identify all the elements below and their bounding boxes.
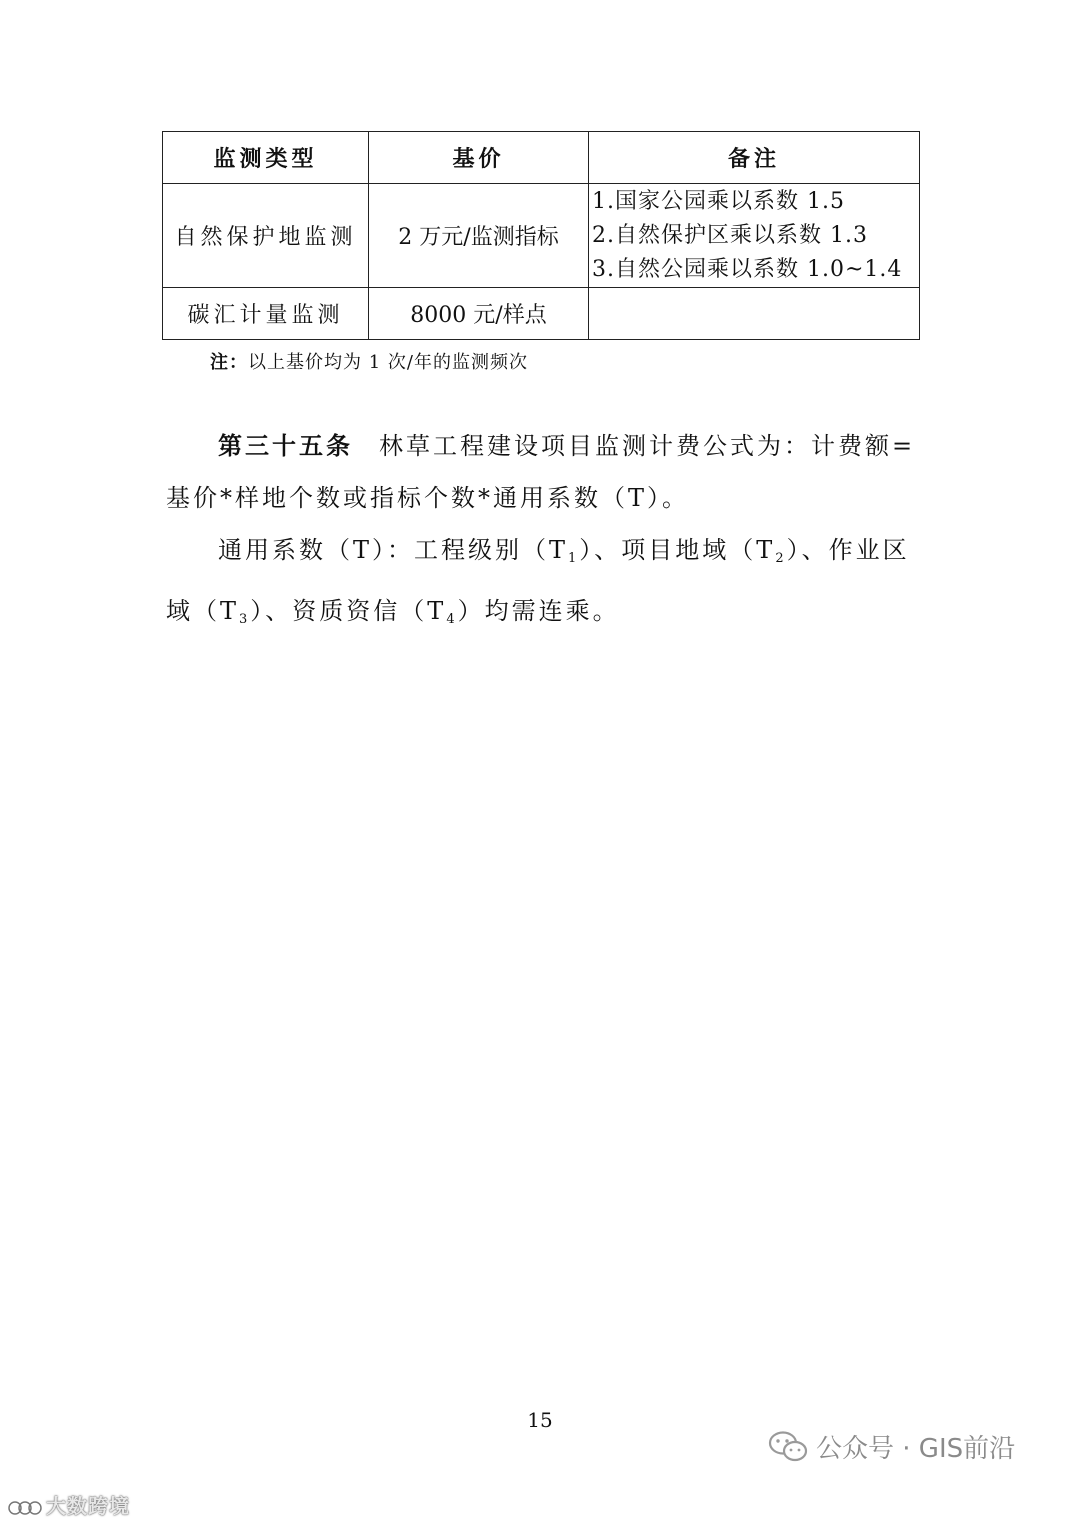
coef-text: ）、作业区域（T [166,536,910,625]
remark-line: 1.国家公园乘以系数 1.5 [592,188,845,214]
article-paragraph [166,420,926,524]
footnote-text: 以上基价均为 1 次/年的监测频次 [248,352,528,373]
coef-text: ）均需连乘。 [457,597,620,625]
brand-logo-icon [8,1498,42,1518]
wechat-watermark-text: 公众号 · GIS前沿 [816,1434,1016,1464]
header-remarks: 备注 [589,132,920,184]
subscript: 3 [239,612,251,627]
table-row [163,288,920,340]
wechat-watermark [768,1428,1015,1465]
subscript: 1 [568,551,580,566]
article-number: 第三十五条 [218,432,353,460]
cell-type: 自然保护地监测 [163,184,369,288]
remark-line: 3.自然公园乘以系数 1.0~1.4 [592,256,903,282]
wechat-icon [768,1430,808,1464]
table-row [163,184,920,288]
coef-text: 通用系数（T）：工程级别（T [218,536,569,564]
remark-line: 2.自然保护区乘以系数 1.3 [592,222,868,248]
page-number: 15 [527,1408,553,1432]
footnote-label: 注： [210,352,248,373]
cell-remarks [589,184,920,288]
fee-table [162,131,920,340]
subscript: 2 [775,551,787,566]
article-text: 林草工程建设项目监测计费公式为：计费额=基价*样地个数或指标个数*通用系数（T）。 [166,432,916,512]
table-header-row [163,132,920,184]
brand-watermark [8,1490,130,1519]
cell-type: 碳汇计量监测 [163,288,369,340]
cell-price: 2 万元/监测指标 [369,184,589,288]
header-base-price: 基价 [369,132,589,184]
table-footnote [210,348,528,374]
header-monitoring-type: 监测类型 [163,132,369,184]
subscript: 4 [446,612,458,627]
coefficient-paragraph [166,524,926,646]
brand-watermark-text: 大数跨境 [46,1494,130,1518]
cell-price: 8000 元/样点 [369,288,589,340]
cell-remarks [589,288,920,340]
coef-text: ）、资质资信（T [250,597,447,625]
coef-text: ）、项目地域（T [579,536,776,564]
